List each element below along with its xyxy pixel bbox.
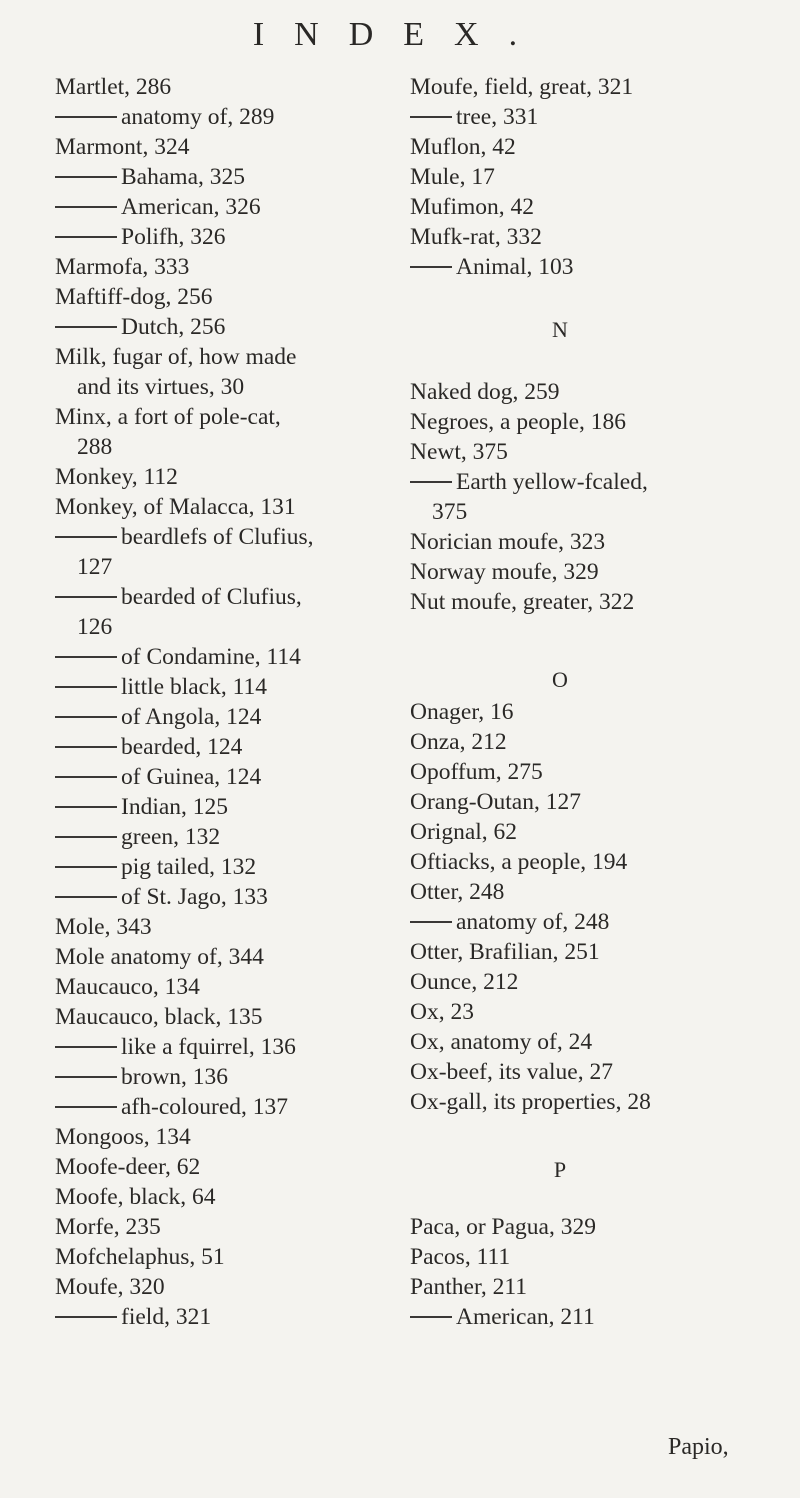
right-entry-text: Nut moufe, greater, 322: [410, 589, 635, 615]
continuation-dash: [55, 896, 117, 898]
continuation-dash: [55, 656, 117, 658]
left-index-entry: [55, 642, 301, 672]
left-entry-text: Maftiff-dog, 256: [55, 284, 213, 310]
left-index-entry: [55, 312, 225, 342]
left-entry-text: afh-coloured, 137: [121, 1094, 289, 1120]
right-entry-text: Norway moufe, 329: [410, 559, 599, 585]
right-index-entry: [410, 527, 605, 557]
left-entry-text: Monkey, 112: [55, 464, 178, 490]
continuation-dash: [55, 596, 117, 598]
continuation-dash: [55, 236, 117, 238]
left-index-entry: [55, 732, 242, 762]
right-entry-text: Ounce, 212: [410, 969, 519, 995]
left-index-entry: [55, 132, 189, 162]
left-index-entry: [55, 1212, 161, 1242]
right-index-entry: [410, 132, 516, 162]
catchword: Papio,: [668, 1434, 729, 1460]
left-index-entry: [55, 102, 274, 132]
left-index-entry: [55, 1182, 216, 1212]
left-index-entry: [55, 582, 302, 612]
right-entry-text: Ox, anatomy of, 24: [410, 1029, 593, 1055]
right-index-entry: [410, 1027, 592, 1057]
right-index-entry: [410, 377, 559, 407]
left-entry-text: little black, 114: [121, 674, 267, 700]
left-entry-text: Polifh, 326: [121, 224, 226, 250]
continuation-dash: [55, 1046, 117, 1048]
right-index-entry: [410, 817, 517, 847]
left-index-entry: [55, 762, 261, 792]
left-entry-text: of Guinea, 124: [121, 764, 262, 790]
right-entry-text: Panther, 211: [410, 1274, 527, 1300]
left-entry-text: Marmofa, 333: [55, 254, 190, 280]
left-entry-text: pig tailed, 132: [121, 854, 257, 880]
right-index-entry: [410, 587, 634, 617]
right-index-entry: [410, 697, 513, 727]
right-index-entry: [410, 162, 495, 192]
right-index-entry: [410, 907, 609, 937]
left-entry-text: Milk, fugar of, how made: [55, 344, 297, 370]
continuation-dash: [410, 266, 452, 268]
right-entry-text: Animal, 103: [456, 254, 574, 280]
left-entry-text: of Angola, 124: [121, 704, 262, 730]
left-index-entry: [55, 1092, 288, 1122]
left-entry-text: Morfe, 235: [55, 1214, 161, 1240]
right-index-entry: [410, 727, 507, 757]
right-entry-text: Ox, 23: [410, 999, 474, 1025]
right-index-entry: [432, 497, 467, 527]
left-index-entry: [55, 72, 171, 102]
continuation-dash: [55, 176, 117, 178]
right-entry-text: Ox-gall, its properties, 28: [410, 1089, 651, 1115]
right-entry-text: Mufk-rat, 332: [410, 224, 542, 250]
right-index-entry: [410, 557, 599, 587]
left-entry-text: Minx, a fort of pole-cat,: [55, 404, 281, 430]
left-index-entry: [55, 1002, 263, 1032]
left-entry-text: Mole, 343: [55, 914, 152, 940]
right-entry-text: Newt, 375: [410, 439, 508, 465]
left-index-entry: [55, 792, 228, 822]
left-index-entry: [55, 252, 189, 282]
left-index-entry: [55, 522, 314, 552]
continuation-dash: [55, 1076, 117, 1078]
right-entry-text: Muflon, 42: [410, 134, 516, 160]
left-entry-text: field, 321: [121, 1304, 212, 1330]
right-section-letter: P: [553, 1157, 567, 1182]
right-index-entry: [410, 1057, 613, 1087]
left-index-entry: [55, 882, 268, 912]
left-index-entry: [55, 282, 213, 312]
left-index-entry: [77, 612, 112, 642]
left-index-entry: [55, 672, 267, 702]
right-index-entry: [410, 192, 534, 222]
continuation-dash: [55, 326, 117, 328]
left-index-entry: [55, 192, 261, 222]
right-entry-text: Mule, 17: [410, 164, 495, 190]
left-index-entry: [77, 552, 112, 582]
left-index-entry: [55, 972, 200, 1002]
left-entry-text: like a fquirrel, 136: [121, 1034, 296, 1060]
continuation-dash: [55, 116, 117, 118]
left-entry-text: Moofe, black, 64: [55, 1184, 216, 1210]
right-section-letter: N: [552, 317, 568, 342]
page-header: INDEX.: [252, 16, 548, 53]
right-index-entry: [410, 467, 648, 497]
left-index-entry: [55, 912, 152, 942]
continuation-dash: [55, 686, 117, 688]
continuation-dash: [55, 1316, 117, 1318]
continuation-dash: [410, 481, 452, 483]
left-entry-text: and its virtues, 30: [77, 374, 245, 400]
left-index-entry: [77, 372, 244, 402]
right-entry-text: Oftiacks, a people, 194: [410, 849, 628, 875]
right-index-entry: [410, 997, 474, 1027]
left-entry-text: 288: [77, 434, 113, 460]
left-entry-text: Monkey, of Malacca, 131: [55, 494, 296, 520]
right-index-entry: [410, 1302, 595, 1332]
left-entry-text: beardlefs of Clufius,: [121, 524, 314, 550]
right-index-entry: [410, 1087, 651, 1117]
left-index-entry: [55, 822, 220, 852]
right-index-entry: [410, 847, 627, 877]
right-index-entry: [410, 1212, 596, 1242]
right-index-entry: [410, 407, 626, 437]
continuation-dash: [55, 536, 117, 538]
continuation-dash: [55, 1106, 117, 1108]
left-entry-text: Dutch, 256: [121, 314, 226, 340]
left-index-entry: [55, 1272, 165, 1302]
right-index-entry: [410, 1242, 510, 1272]
right-index-entry: [410, 967, 518, 997]
right-entry-text: tree, 331: [456, 104, 539, 130]
right-index-entry: [410, 252, 574, 282]
right-entry-text: Opoffum, 275: [410, 759, 543, 785]
right-entry-text: Naked dog, 259: [410, 379, 560, 405]
right-entry-text: Earth yellow-fcaled,: [456, 469, 648, 495]
continuation-dash: [55, 746, 117, 748]
right-index-entry: [410, 787, 581, 817]
left-index-entry: [55, 1122, 191, 1152]
left-entry-text: 127: [77, 554, 113, 580]
left-entry-text: green, 132: [121, 824, 221, 850]
right-entry-text: Otter, 248: [410, 879, 505, 905]
right-entry-text: Moufe, field, great, 321: [410, 74, 634, 100]
right-entry-text: Orang-Outan, 127: [410, 789, 581, 815]
left-index-entry: [55, 942, 264, 972]
left-entry-text: Mofchelaphus, 51: [55, 1244, 225, 1270]
left-index-entry: [55, 462, 178, 492]
left-entry-text: 126: [77, 614, 113, 640]
continuation-dash: [410, 116, 452, 118]
left-index-entry: [77, 432, 112, 462]
left-index-entry: [55, 1302, 211, 1332]
continuation-dash: [55, 836, 117, 838]
continuation-dash: [410, 921, 452, 923]
left-index-entry: [55, 162, 245, 192]
continuation-dash: [410, 1316, 452, 1318]
left-index-entry: [55, 702, 261, 732]
left-entry-text: Moofe-deer, 62: [55, 1154, 201, 1180]
continuation-dash: [55, 776, 117, 778]
right-entry-text: 375: [432, 499, 468, 525]
left-entry-text: anatomy of, 289: [121, 104, 275, 130]
left-entry-text: of St. Jago, 133: [121, 884, 268, 910]
left-entry-text: Mole anatomy of, 344: [55, 944, 264, 970]
right-index-entry: [410, 102, 538, 132]
left-entry-text: of Condamine, 114: [121, 644, 301, 670]
left-entry-text: Martlet, 286: [55, 74, 172, 100]
left-index-entry: [55, 1242, 225, 1272]
left-entry-text: Maucauco, 134: [55, 974, 200, 1000]
left-index-entry: [55, 222, 225, 252]
left-entry-text: Mongoos, 134: [55, 1124, 191, 1150]
right-index-entry: [410, 757, 543, 787]
left-entry-text: Indian, 125: [121, 794, 229, 820]
right-section-letter: O: [552, 667, 568, 692]
left-index-entry: [55, 1032, 296, 1062]
left-index-entry: [55, 342, 296, 372]
left-entry-text: Maucauco, black, 135: [55, 1004, 263, 1030]
right-index-entry: [410, 937, 600, 967]
right-index-entry: [410, 222, 542, 252]
continuation-dash: [55, 866, 117, 868]
right-entry-text: Norician moufe, 323: [410, 529, 606, 555]
left-entry-text: Bahama, 325: [121, 164, 245, 190]
continuation-dash: [55, 716, 117, 718]
left-entry-text: Moufe, 320: [55, 1274, 165, 1300]
right-entry-text: anatomy of, 248: [456, 909, 610, 935]
left-entry-text: Marmont, 324: [55, 134, 190, 160]
right-entry-text: Negroes, a people, 186: [410, 409, 626, 435]
right-index-entry: [410, 877, 504, 907]
right-entry-text: Paca, or Pagua, 329: [410, 1214, 596, 1240]
right-index-entry: [410, 437, 508, 467]
right-entry-text: Onza, 212: [410, 729, 507, 755]
left-entry-text: American, 326: [121, 194, 261, 220]
continuation-dash: [55, 806, 117, 808]
right-entry-text: American, 211: [456, 1304, 595, 1330]
right-index-entry: [410, 1272, 527, 1302]
left-entry-text: bearded, 124: [121, 734, 243, 760]
continuation-dash: [55, 206, 117, 208]
left-entry-text: brown, 136: [121, 1064, 229, 1090]
left-entry-text: bearded of Clufius,: [121, 584, 302, 610]
left-index-entry: [55, 492, 296, 522]
right-entry-text: Mufimon, 42: [410, 194, 535, 220]
right-index-entry: [410, 72, 633, 102]
left-index-entry: [55, 852, 256, 882]
right-entry-text: Ox-beef, its value, 27: [410, 1059, 613, 1085]
left-index-entry: [55, 402, 281, 432]
left-index-entry: [55, 1152, 200, 1182]
left-index-entry: [55, 1062, 228, 1092]
right-entry-text: Onager, 16: [410, 699, 514, 725]
right-entry-text: Pacos, 111: [410, 1244, 511, 1270]
right-entry-text: Otter, Brafilian, 251: [410, 939, 600, 965]
right-entry-text: Orignal, 62: [410, 819, 518, 845]
